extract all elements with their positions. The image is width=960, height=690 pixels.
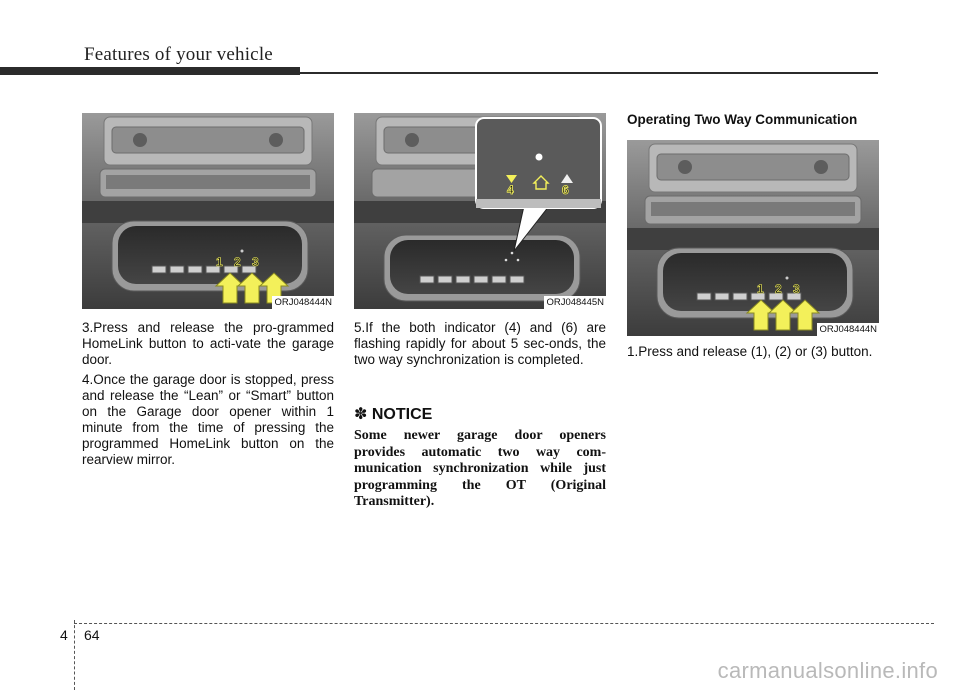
- mirror-illustration: [627, 140, 879, 336]
- page-number: 64: [84, 627, 100, 643]
- notice-title: [354, 404, 432, 424]
- section-heading: Operating Two Way Communication: [627, 112, 858, 127]
- notice-symbol-icon: ✽: [354, 406, 368, 423]
- step-text: Press and release (1), (2) or (3) button.: [638, 344, 873, 359]
- step-3: [82, 320, 334, 368]
- step-text: If the both indicator (4) and (6) are flashing rapidly for about 5 sec-onds, the two way synchronization is completed.: [354, 320, 606, 367]
- step-4: [82, 372, 334, 468]
- indicator-number-6: 6: [562, 183, 569, 197]
- step-text: Press and release the pro-grammed HomeLink button to acti-vate the garage door.: [82, 320, 334, 367]
- step-number: 5.: [354, 320, 366, 335]
- figure-homelink-buttons: [82, 113, 334, 309]
- mirror-illustration: [82, 113, 334, 309]
- button-number-1: 1: [216, 255, 223, 269]
- notice-body: Some newer garage door openers provides automatic two way com-munication synchronization while just programming the OT (Original Transmitter).: [354, 428, 606, 509]
- step-number: 1.: [627, 344, 639, 359]
- header-rule: [300, 72, 878, 74]
- figure-code: ORJ048445N: [546, 297, 604, 308]
- button-number-2: 2: [775, 282, 782, 296]
- watermark: carmanualsonline.info: [717, 658, 938, 683]
- figure-indicator-lights: [354, 113, 606, 309]
- button-number-3: 3: [252, 255, 259, 269]
- button-number-2: 2: [234, 255, 241, 269]
- notice-label: NOTICE: [371, 406, 433, 423]
- button-number-1: 1: [757, 282, 764, 296]
- figure-code: ORJ048444N: [819, 324, 877, 335]
- button-number-3: 3: [793, 282, 800, 296]
- step-number: 4.: [82, 372, 94, 387]
- step-1: [627, 344, 879, 360]
- section-number: 4: [60, 627, 68, 643]
- step-text: Once the garage door is stopped, press and release the “Lean” or “Smart” button on the Garage door opener within 1 minute from the time of pressing the programmed HomeLink button on the rearview mirror.: [82, 372, 334, 467]
- figure-code: ORJ048444N: [274, 297, 332, 308]
- footer-rule: [74, 623, 934, 624]
- page-header-title: Features of your vehicle: [84, 44, 273, 65]
- step-number: 3.: [82, 320, 94, 335]
- indicator-number-4: 4: [507, 183, 514, 197]
- step-5: [354, 320, 606, 368]
- mirror-indicator-illustration: [354, 113, 606, 309]
- header-bar: [0, 67, 300, 75]
- footer-divider: [74, 620, 75, 690]
- figure-two-way-buttons: [627, 140, 879, 336]
